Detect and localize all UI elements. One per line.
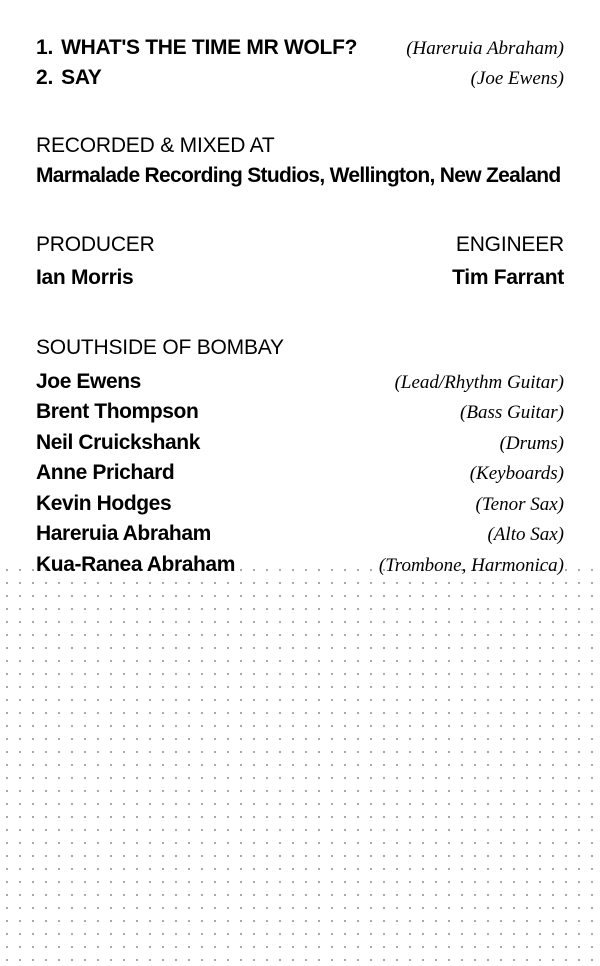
list-item <box>36 458 564 488</box>
member-name: Kua-Ranea Abraham <box>36 552 235 576</box>
track-row <box>36 64 564 92</box>
list-item <box>36 519 564 549</box>
track-row <box>36 34 564 62</box>
member-instrument: (Bass Guitar) <box>460 402 564 424</box>
member-instrument: (Keyboards) <box>469 463 564 485</box>
track-left <box>36 34 357 62</box>
list-item <box>36 367 564 397</box>
member-instrument: (Lead/Rhythm Guitar) <box>394 371 564 393</box>
member-instrument: (Alto Sax) <box>487 524 564 546</box>
list-item <box>36 550 564 580</box>
track-title: WHAT'S THE TIME MR WOLF? <box>61 36 358 59</box>
crew-block <box>36 231 564 292</box>
member-name: Kevin Hodges <box>36 491 172 515</box>
member-name: Brent Thompson <box>36 400 199 424</box>
recorded-label: RECORDED & MIXED AT <box>36 134 275 158</box>
member-name: Neil Cruickshank <box>36 430 200 454</box>
engineer-column <box>452 231 564 292</box>
member-instrument: (Trombone, Harmonica) <box>378 554 564 576</box>
list-item <box>36 397 564 427</box>
list-item <box>36 428 564 458</box>
list-item <box>36 489 564 519</box>
track-credit: (Hareruia Abraham) <box>406 38 564 59</box>
member-name: Hareruia Abraham <box>36 522 211 546</box>
track-credit: (Joe Ewens) <box>470 67 564 89</box>
recording-studio: Marmalade Recording Studios, Wellington, New Zealand <box>36 163 561 187</box>
track-number: 1. <box>36 36 54 59</box>
recording-location-block <box>36 133 564 189</box>
member-instrument: (Tenor Sax) <box>475 493 564 515</box>
track-number: 2. <box>36 65 54 89</box>
member-name: Joe Ewens <box>36 369 141 393</box>
member-instrument: (Drums) <box>499 432 564 454</box>
track-list <box>36 34 564 91</box>
dotted-texture-panel <box>0 565 600 966</box>
producer-name: Ian Morris <box>36 266 134 290</box>
producer-column <box>36 231 155 292</box>
band-name: SOUTHSIDE OF BOMBAY <box>36 335 284 359</box>
member-name: Anne Prichard <box>36 461 175 485</box>
track-title: SAY <box>61 65 102 89</box>
band-block <box>36 334 564 580</box>
producer-role-label: PRODUCER <box>36 232 155 256</box>
track-left <box>36 64 101 92</box>
engineer-role-label: ENGINEER <box>455 232 564 256</box>
engineer-name: Tim Farrant <box>452 266 564 290</box>
